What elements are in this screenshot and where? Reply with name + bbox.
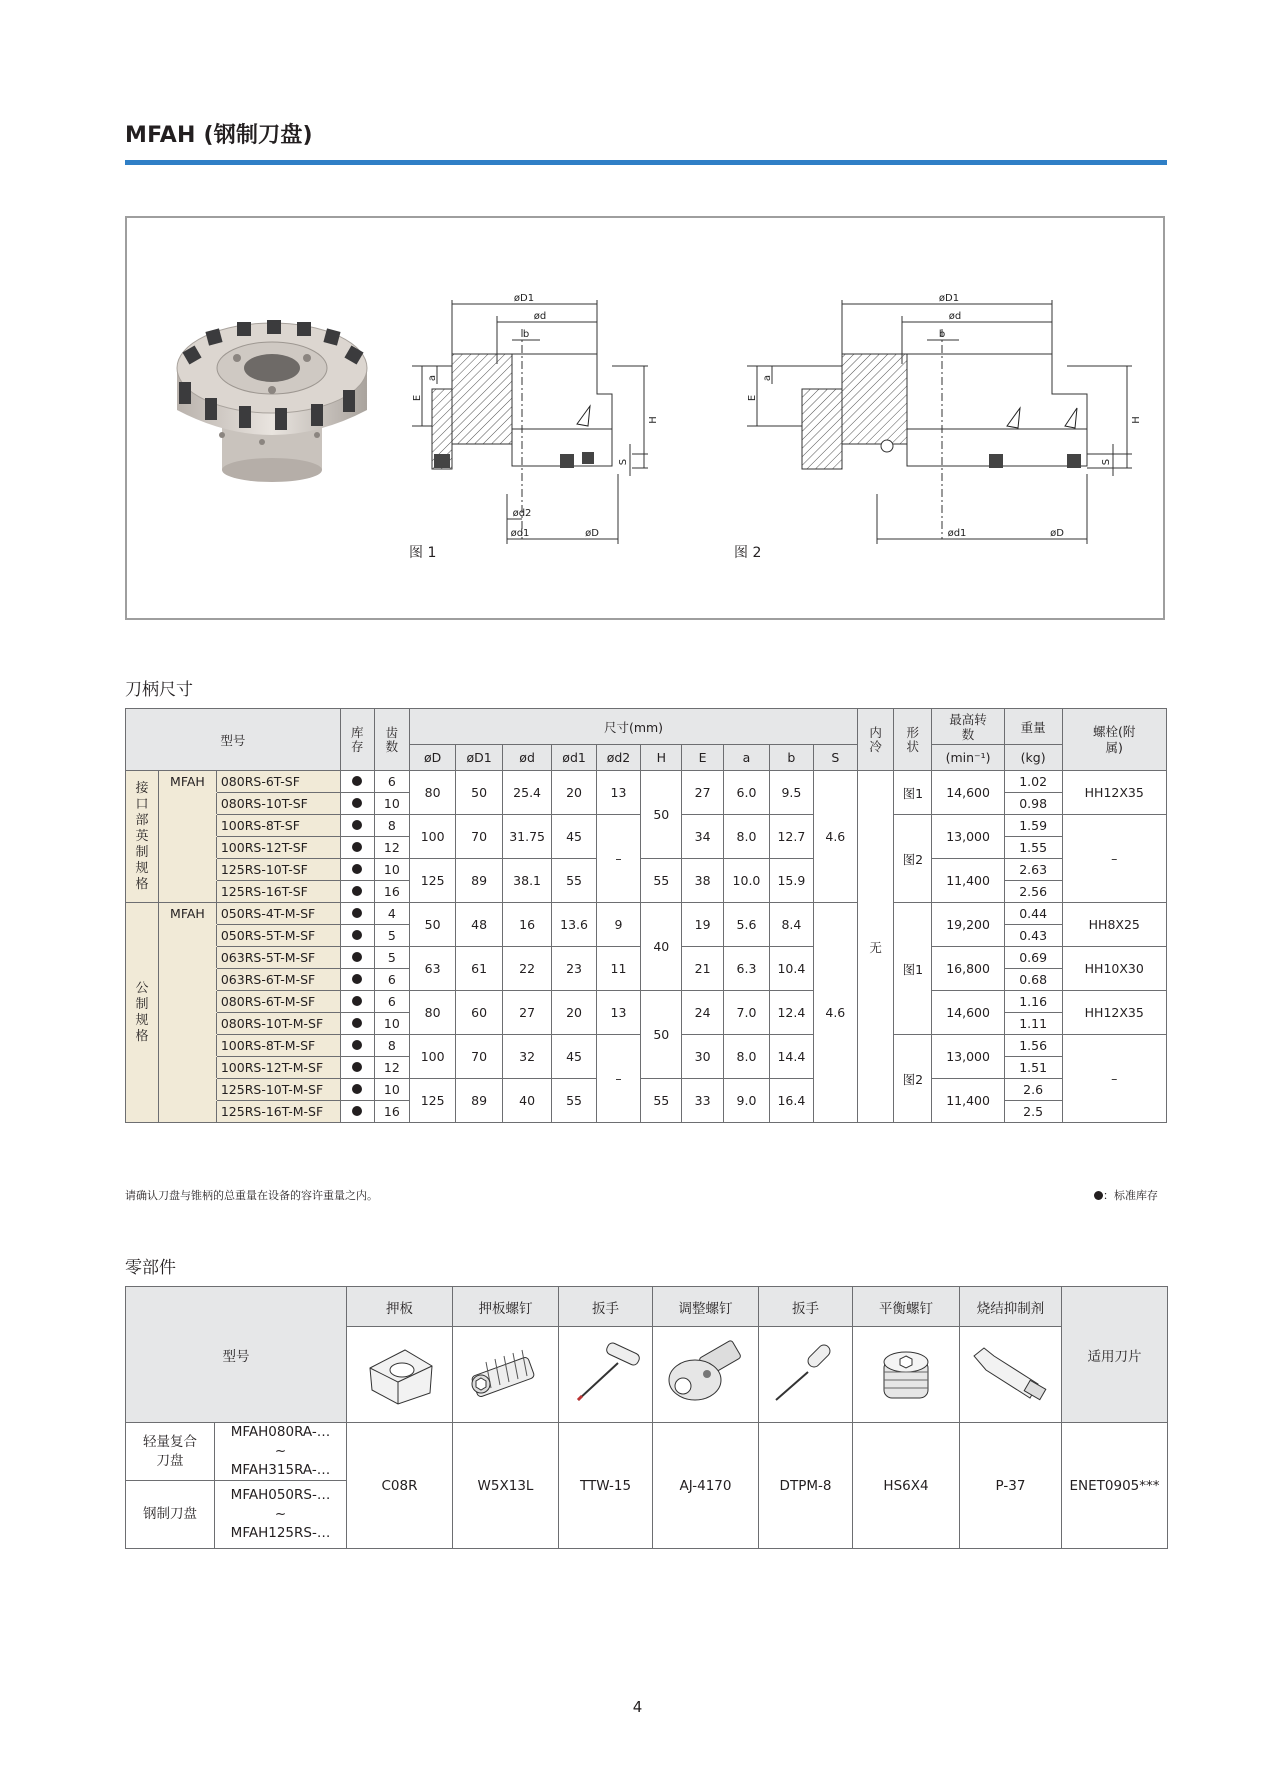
max-speed: 13,000 [932,1035,1004,1079]
t-wrench-icon [566,1338,646,1408]
stock-dot-icon [352,974,362,984]
dim-a: 9.0 [723,1079,769,1123]
series-prefix [159,969,217,991]
bolt: HH8X25 [1062,903,1166,947]
dim-D1: 50 [456,771,502,815]
header-dim-S: S [813,745,858,771]
series-prefix [159,1013,217,1035]
weight-note: 请确认刀盘与锥柄的总重量在设备的容许重量之内。 [125,1189,378,1202]
model-number: 125RS-10T-M-SF [216,1079,340,1101]
stock-indicator [340,925,374,947]
table-row [126,771,1167,793]
dim-d: 31.75 [502,815,552,859]
max-speed: 19,200 [932,903,1004,947]
table-row [126,1079,1167,1101]
group-label: 接口部 英制规格 [126,771,159,903]
dim-d: 38.1 [502,859,552,903]
series-prefix [159,991,217,1013]
dim-b: 9.5 [770,771,813,815]
table-row [126,859,1167,881]
dim-E: 27 [682,771,723,815]
dim-d: 22 [502,947,552,991]
dim-label-E: E [412,394,423,402]
dim-a: 8.0 [723,815,769,859]
series-prefix [159,947,217,969]
screwdriver-icon [766,1338,846,1408]
shape-ref: 图2 [894,815,932,903]
page-title: MFAH (钢制刀盘) [125,123,313,148]
max-speed: 13,000 [932,815,1004,859]
parts-header-anti-seize: 烧结抑制剂 [960,1287,1062,1327]
group-label: 公制规格 [126,903,159,1123]
dim-D: 100 [409,815,455,859]
weight: 1.11 [1004,1013,1062,1035]
parts-value-insert: ENET0905*** [1062,1423,1168,1549]
series-prefix [159,1057,217,1079]
dim-d2: 13 [596,771,640,815]
stock-indicator [340,837,374,859]
dim-D: 50 [409,903,455,947]
parts-range-steel: MFAH050RS-… ~ MFAH125RS-… [215,1481,347,1549]
stock-dot-icon [352,1084,362,1094]
dim-H: 55 [641,1079,682,1123]
drawing-fig2 [727,293,1142,549]
dim-d1: 55 [552,859,596,903]
dim-label-d1: ød1 [947,528,967,539]
dim-label-E: E [747,394,758,402]
dim-d: 32 [502,1035,552,1079]
teeth-count: 16 [374,1101,409,1123]
series-prefix [159,925,217,947]
bolt: HH12X35 [1062,991,1166,1035]
clamp-screw-icon [461,1338,551,1408]
dim-b: 14.4 [770,1035,813,1079]
dim-label-H: H [1131,416,1142,424]
dim-b: 8.4 [770,903,813,947]
max-speed: 14,600 [932,771,1004,815]
dim-d: 25.4 [502,771,552,815]
dim-a: 6.3 [723,947,769,991]
model-number: 125RS-10T-SF [216,859,340,881]
dim-D1: 89 [456,859,502,903]
header-dim-D: øD [409,745,455,771]
coolant-value: 无 [858,771,894,1123]
model-number: 100RS-8T-M-SF [216,1035,340,1057]
model-number: 100RS-12T-SF [216,837,340,859]
dim-S: 4.6 [813,771,858,903]
teeth-count: 8 [374,1035,409,1057]
bolt: – [1062,1035,1166,1123]
header-dim-d2: ød2 [596,745,640,771]
dim-d2: – [596,815,640,903]
dim-H: 40 [641,903,682,991]
teeth-count: 16 [374,881,409,903]
dim-D: 125 [409,1079,455,1123]
model-number: 063RS-5T-M-SF [216,947,340,969]
stock-dot-icon [352,1040,362,1050]
weight: 1.51 [1004,1057,1062,1079]
dim-d1: 45 [552,815,596,859]
stock-dot-icon [352,952,362,962]
parts-table [125,1286,1168,1549]
stock-indicator [340,1013,374,1035]
teeth-count: 12 [374,837,409,859]
header-shape: 形状 [906,724,920,754]
stock-indicator [340,1101,374,1123]
adjust-screw-icon [661,1338,751,1408]
dim-D1: 48 [456,903,502,947]
header-dim-b: b [770,745,813,771]
bolt: HH10X30 [1062,947,1166,991]
parts-range-light: MFAH080RA-… ~ MFAH315RA-… [215,1423,347,1481]
series-prefix [159,1035,217,1057]
dim-label-D: øD [585,528,599,539]
stock-indicator [340,969,374,991]
weight: 1.59 [1004,815,1062,837]
dim-D: 80 [409,771,455,815]
spec-table [125,708,1167,1123]
dim-d1: 45 [552,1035,596,1079]
teeth-count: 5 [374,947,409,969]
weight: 0.43 [1004,925,1062,947]
stock-indicator [340,815,374,837]
dim-H: 55 [641,859,682,903]
parts-group-light: 轻量复合刀盘 [126,1423,215,1481]
dim-E: 21 [682,947,723,991]
stock-indicator [340,1057,374,1079]
series-prefix [159,881,217,903]
model-number: 080RS-10T-SF [216,793,340,815]
header-dim-d1: ød1 [552,745,596,771]
dim-label-S: S [1101,458,1112,466]
dim-d: 16 [502,903,552,947]
stock-dot-icon [352,930,362,940]
weight: 0.98 [1004,793,1062,815]
weight: 2.56 [1004,881,1062,903]
dim-D1: 70 [456,815,502,859]
max-speed: 16,800 [932,947,1004,991]
dim-b: 12.4 [770,991,813,1035]
dim-a: 6.0 [723,771,769,815]
parts-group-steel: 钢制刀盘 [126,1481,215,1549]
max-speed: 14,600 [932,991,1004,1035]
dim-d1: 23 [552,947,596,991]
dim-label-d1: ød1 [510,528,530,539]
series-prefix [159,859,217,881]
stock-dot-icon [1094,1191,1103,1200]
title-rule [125,160,1167,165]
header-size: 尺寸(mm) [409,709,857,745]
series-prefix [159,1101,217,1123]
stock-dot-icon [352,798,362,808]
stock-dot-icon [352,842,362,852]
header-weight-unit: (kg) [1004,745,1062,771]
dim-b: 12.7 [770,815,813,859]
adjust-screw-image [653,1327,759,1423]
header-dim-E: E [682,745,723,771]
stock-dot-icon [352,1106,362,1116]
dim-E: 38 [682,859,723,903]
bolt: – [1062,815,1166,903]
weight: 0.68 [1004,969,1062,991]
parts-header-clamp: 押板 [347,1287,453,1327]
dim-D: 100 [409,1035,455,1079]
paste-tube-icon [966,1338,1056,1408]
series-prefix: MFAH [159,903,217,925]
figure-1-caption: 图 1 [409,545,437,561]
dim-D: 80 [409,991,455,1035]
dim-d1: 13.6 [552,903,596,947]
dim-label-d: ød [948,311,962,322]
weight: 2.63 [1004,859,1062,881]
clamp-plate-icon [360,1338,440,1408]
stock-dot-icon [352,1018,362,1028]
parts-value-anti-seize: P-37 [960,1423,1062,1549]
dim-label-a: a [762,374,773,382]
stock-indicator [340,991,374,1013]
shape-ref: 图2 [894,1035,932,1123]
table-row [126,903,1167,925]
parts-value-clamp: C08R [347,1423,453,1549]
model-number: 100RS-8T-SF [216,815,340,837]
dim-D1: 60 [456,991,502,1035]
drawing-fig1 [412,294,702,549]
teeth-count: 6 [374,969,409,991]
dim-E: 30 [682,1035,723,1079]
dim-d2: – [596,1035,640,1123]
dim-b: 10.4 [770,947,813,991]
clamp-screw-image [453,1327,559,1423]
model-number: 080RS-6T-SF [216,771,340,793]
teeth-count: 8 [374,815,409,837]
dim-label-b: b [522,329,530,340]
series-prefix [159,837,217,859]
dim-S: 4.6 [813,903,858,1123]
stock-indicator [340,903,374,925]
header-teeth: 齿数 [385,724,399,754]
weight: 1.55 [1004,837,1062,859]
series-prefix [159,1079,217,1101]
clamp-image [347,1327,453,1423]
weight: 2.6 [1004,1079,1062,1101]
header-bolt: 螺栓(附属) [1093,723,1136,755]
header-dim-d: ød [502,745,552,771]
model-number: 063RS-6T-M-SF [216,969,340,991]
series-prefix: MFAH [159,771,217,793]
teeth-count: 6 [374,771,409,793]
parts-header-wrench-2: 扳手 [759,1287,853,1327]
dim-D1: 89 [456,1079,502,1123]
max-speed: 11,400 [932,1079,1004,1123]
stock-indicator [340,881,374,903]
dim-a: 5.6 [723,903,769,947]
teeth-count: 10 [374,1079,409,1101]
header-dim-D1: øD1 [456,745,502,771]
weight: 1.02 [1004,771,1062,793]
teeth-count: 10 [374,859,409,881]
stock-dot-icon [352,776,362,786]
dim-D: 63 [409,947,455,991]
dim-label-d: ød [533,311,547,322]
teeth-count: 4 [374,903,409,925]
header-coolant: 内冷 [869,724,882,754]
dim-a: 8.0 [723,1035,769,1079]
stock-indicator [340,947,374,969]
weight: 0.44 [1004,903,1062,925]
dim-E: 33 [682,1079,723,1123]
dim-label-D1: øD1 [938,293,960,304]
stock-dot-icon [352,996,362,1006]
model-number: 125RS-16T-SF [216,881,340,903]
dim-b: 16.4 [770,1079,813,1123]
weight: 1.56 [1004,1035,1062,1057]
max-speed: 11,400 [932,859,1004,903]
wrench-2-image [759,1327,853,1423]
series-prefix [159,793,217,815]
dim-d2: 9 [596,903,640,947]
header-dim-a: a [723,745,769,771]
dim-E: 19 [682,903,723,947]
teeth-count: 12 [374,1057,409,1079]
spec-section-title: 刀柄尺寸 [125,680,193,700]
weight: 0.69 [1004,947,1062,969]
teeth-count: 5 [374,925,409,947]
dim-E: 24 [682,991,723,1035]
dim-D: 125 [409,859,455,903]
stock-dot-icon [352,820,362,830]
parts-header-insert: 适用刀片 [1062,1287,1168,1423]
dim-label-b: b [938,329,946,340]
page-number: 4 [632,1698,643,1716]
stock-dot-icon [352,908,362,918]
dim-a: 10.0 [723,859,769,903]
parts-value-wrench-2: DTPM-8 [759,1423,853,1549]
dim-E: 34 [682,815,723,859]
weight: 2.5 [1004,1101,1062,1123]
dim-d: 40 [502,1079,552,1123]
shape-ref: 图1 [894,903,932,1035]
dim-label-S: S [618,458,629,466]
model-number: 050RS-5T-M-SF [216,925,340,947]
parts-header-balance-screw: 平衡螺钉 [853,1287,960,1327]
dim-b: 15.9 [770,859,813,903]
dim-label-D1: øD1 [513,293,535,304]
bolt: HH12X35 [1062,771,1166,815]
model-number: 100RS-12T-M-SF [216,1057,340,1079]
table-row [126,991,1167,1013]
dim-d: 27 [502,991,552,1035]
series-prefix [159,815,217,837]
wrench-image [559,1327,653,1423]
model-number: 125RS-16T-M-SF [216,1101,340,1123]
teeth-count: 6 [374,991,409,1013]
model-number: 050RS-4T-M-SF [216,903,340,925]
figure-panel [125,216,1165,620]
stock-dot-icon [352,1062,362,1072]
stock-indicator [340,1035,374,1057]
parts-header-adjust-screw: 调整螺钉 [653,1287,759,1327]
parts-header-model: 型号 [126,1287,347,1423]
parts-value-wrench: TTW-15 [559,1423,653,1549]
weight: 1.16 [1004,991,1062,1013]
figure-2-caption: 图 2 [734,545,762,561]
dim-label-a: a [427,374,438,382]
header-dim-H: H [641,745,682,771]
dim-d1: 20 [552,991,596,1035]
dim-H: 50 [641,771,682,859]
balance-screw-icon [866,1338,946,1408]
teeth-count: 10 [374,1013,409,1035]
header-max-speed: 最高转数 [949,711,987,742]
dim-label-d2: ød2 [512,508,532,519]
stock-legend: ：标准库存 [1094,1187,1158,1203]
dim-d1: 55 [552,1079,596,1123]
parts-value-clamp-screw: W5X13L [453,1423,559,1549]
dim-d2: 11 [596,947,640,991]
dim-d2: 13 [596,991,640,1035]
model-number: 080RS-10T-M-SF [216,1013,340,1035]
parts-section-title: 零部件 [125,1258,176,1278]
dim-d1: 20 [552,771,596,815]
shape-ref: 图1 [894,771,932,815]
header-stock: 库存 [351,724,364,754]
cutter-photo [167,310,367,485]
stock-indicator [340,793,374,815]
stock-dot-icon [352,886,362,896]
anti-seize-image [960,1327,1062,1423]
balance-screw-image [853,1327,960,1423]
header-model: 型号 [126,709,341,771]
stock-dot-icon [352,864,362,874]
dim-H: 50 [641,991,682,1079]
dim-D1: 70 [456,1035,502,1079]
stock-indicator [340,859,374,881]
dim-D1: 61 [456,947,502,991]
parts-value-balance-screw: HS6X4 [853,1423,960,1549]
parts-header-clamp-screw: 押板螺钉 [453,1287,559,1327]
dim-a: 7.0 [723,991,769,1035]
dim-label-H: H [648,416,659,424]
stock-indicator [340,771,374,793]
parts-header-wrench: 扳手 [559,1287,653,1327]
model-number: 080RS-6T-M-SF [216,991,340,1013]
header-speed-unit: (min⁻¹) [932,745,1004,771]
header-weight: 重量 [1004,709,1062,745]
teeth-count: 10 [374,793,409,815]
parts-value-adjust-screw: AJ-4170 [653,1423,759,1549]
dim-label-D: øD [1050,528,1064,539]
stock-indicator [340,1079,374,1101]
